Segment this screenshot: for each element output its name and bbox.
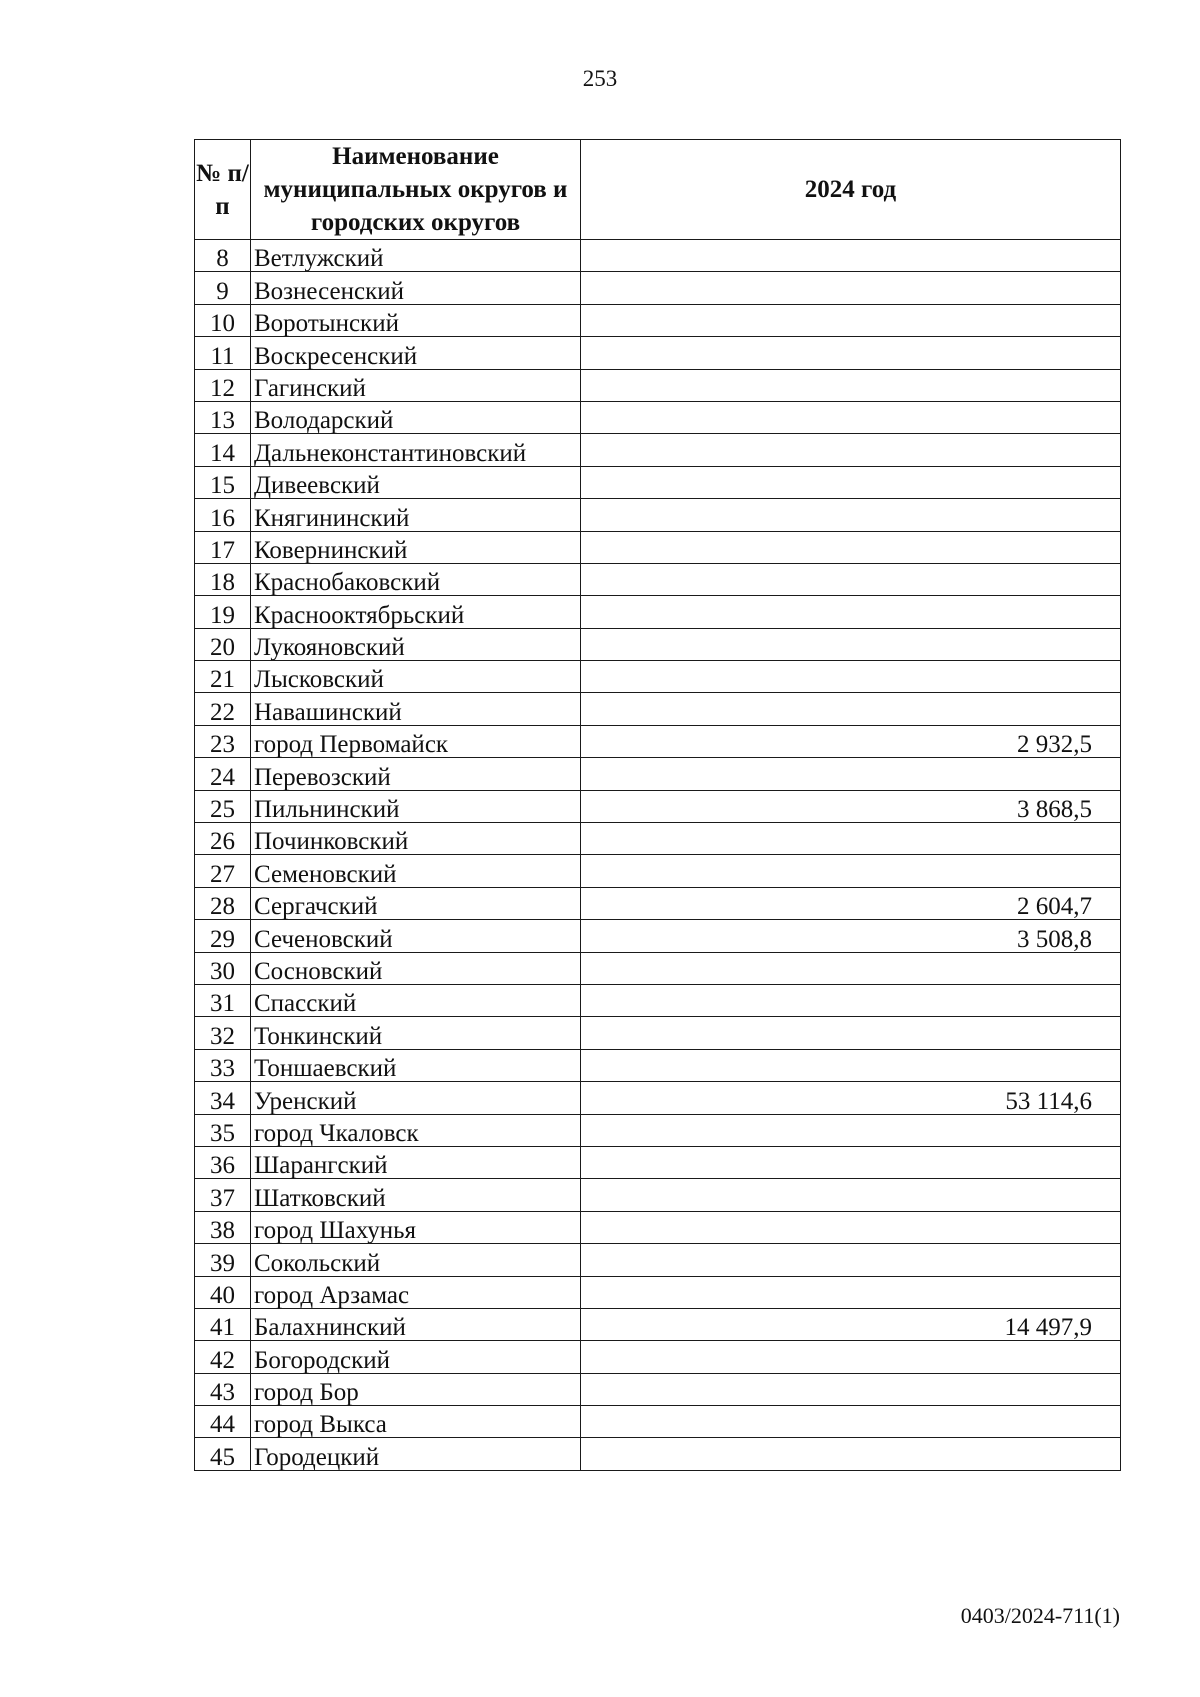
amount-2024	[581, 1049, 1121, 1081]
row-number: 37	[195, 1179, 251, 1211]
table-row	[195, 920, 1121, 952]
amount-2024	[581, 1244, 1121, 1276]
row-number: 24	[195, 758, 251, 790]
district-name: Перевозский	[251, 758, 581, 790]
row-number: 34	[195, 1082, 251, 1114]
amount-2024	[581, 337, 1121, 369]
table-body	[195, 240, 1121, 1471]
district-name: город Чкаловск	[251, 1114, 581, 1146]
table-row	[195, 304, 1121, 336]
row-number: 19	[195, 596, 251, 628]
row-number: 39	[195, 1244, 251, 1276]
district-name: Пильнинский	[251, 790, 581, 822]
table-row	[195, 272, 1121, 304]
district-name: Ветлужский	[251, 240, 581, 272]
table-row	[195, 337, 1121, 369]
table-row	[195, 499, 1121, 531]
district-name: Сеченовский	[251, 920, 581, 952]
amount-2024: 2 604,7	[581, 887, 1121, 919]
district-name: Богородский	[251, 1341, 581, 1373]
table-row	[195, 1017, 1121, 1049]
amount-2024	[581, 984, 1121, 1016]
row-number: 15	[195, 466, 251, 498]
district-name: Ковернинский	[251, 531, 581, 563]
amount-2024: 3 868,5	[581, 790, 1121, 822]
table-row	[195, 984, 1121, 1016]
row-number: 23	[195, 725, 251, 757]
table-row	[195, 1341, 1121, 1373]
row-number: 11	[195, 337, 251, 369]
table-row	[195, 952, 1121, 984]
row-number: 9	[195, 272, 251, 304]
amount-2024: 3 508,8	[581, 920, 1121, 952]
row-number: 30	[195, 952, 251, 984]
row-number: 43	[195, 1373, 251, 1405]
district-name: Шатковский	[251, 1179, 581, 1211]
amount-2024	[581, 1341, 1121, 1373]
table-row	[195, 369, 1121, 401]
row-number: 8	[195, 240, 251, 272]
row-number: 29	[195, 920, 251, 952]
district-name: Лысковский	[251, 661, 581, 693]
district-name: Семеновский	[251, 855, 581, 887]
district-name: Починковский	[251, 823, 581, 855]
table-row	[195, 855, 1121, 887]
amount-2024	[581, 758, 1121, 790]
table-row	[195, 790, 1121, 822]
table-row	[195, 1211, 1121, 1243]
table-row	[195, 1373, 1121, 1405]
district-name: Сокольский	[251, 1244, 581, 1276]
amount-2024	[581, 661, 1121, 693]
amount-2024	[581, 1438, 1121, 1470]
table-row	[195, 1082, 1121, 1114]
column-header-name: Наименование муниципальных округов и городских округов	[251, 140, 581, 240]
amount-2024	[581, 531, 1121, 563]
amount-2024	[581, 1146, 1121, 1178]
row-number: 16	[195, 499, 251, 531]
district-name: Балахнинский	[251, 1308, 581, 1340]
table-row	[195, 563, 1121, 595]
table-row	[195, 240, 1121, 272]
row-number: 17	[195, 531, 251, 563]
district-name: Навашинский	[251, 693, 581, 725]
table-row	[195, 531, 1121, 563]
column-header-number: № п/п	[195, 140, 251, 240]
amount-2024: 14 497,9	[581, 1308, 1121, 1340]
amount-2024	[581, 401, 1121, 433]
district-name: Княгининский	[251, 499, 581, 531]
document-code: 0403/2024-711(1)	[960, 1603, 1120, 1628]
table-row	[195, 1308, 1121, 1340]
table-row	[195, 725, 1121, 757]
row-number: 45	[195, 1438, 251, 1470]
row-number: 18	[195, 563, 251, 595]
district-name: город Шахунья	[251, 1211, 581, 1243]
table-row	[195, 596, 1121, 628]
table-row	[195, 466, 1121, 498]
district-name: Спасский	[251, 984, 581, 1016]
table-row	[195, 1244, 1121, 1276]
district-name: Краснооктябрьский	[251, 596, 581, 628]
row-number: 13	[195, 401, 251, 433]
table-header-row	[195, 140, 1121, 240]
district-name: Дивеевский	[251, 466, 581, 498]
district-name: город Бор	[251, 1373, 581, 1405]
table-row	[195, 1049, 1121, 1081]
district-name: Тонкинский	[251, 1017, 581, 1049]
allocation-table	[194, 139, 1121, 1471]
amount-2024	[581, 1179, 1121, 1211]
amount-2024	[581, 1276, 1121, 1308]
row-number: 38	[195, 1211, 251, 1243]
row-number: 27	[195, 855, 251, 887]
row-number: 21	[195, 661, 251, 693]
amount-2024	[581, 596, 1121, 628]
table-row	[195, 628, 1121, 660]
table-row	[195, 1406, 1121, 1438]
row-number: 36	[195, 1146, 251, 1178]
amount-2024	[581, 855, 1121, 887]
district-name: Воскресенский	[251, 337, 581, 369]
amount-2024	[581, 952, 1121, 984]
row-number: 35	[195, 1114, 251, 1146]
district-name: Володарский	[251, 401, 581, 433]
amount-2024	[581, 823, 1121, 855]
table-row	[195, 1146, 1121, 1178]
district-name: город Арзамас	[251, 1276, 581, 1308]
district-name: Воротынский	[251, 304, 581, 336]
amount-2024	[581, 1211, 1121, 1243]
row-number: 42	[195, 1341, 251, 1373]
amount-2024: 2 932,5	[581, 725, 1121, 757]
row-number: 40	[195, 1276, 251, 1308]
amount-2024	[581, 1114, 1121, 1146]
amount-2024	[581, 693, 1121, 725]
amount-2024	[581, 434, 1121, 466]
table-row	[195, 1276, 1121, 1308]
amount-2024	[581, 240, 1121, 272]
column-header-2024: 2024 год	[581, 140, 1121, 240]
amount-2024	[581, 304, 1121, 336]
table-row	[195, 887, 1121, 919]
row-number: 22	[195, 693, 251, 725]
amount-2024	[581, 499, 1121, 531]
table-row	[195, 758, 1121, 790]
row-number: 26	[195, 823, 251, 855]
amount-2024	[581, 272, 1121, 304]
table-row	[195, 401, 1121, 433]
row-number: 32	[195, 1017, 251, 1049]
amount-2024: 53 114,6	[581, 1082, 1121, 1114]
district-name: Городецкий	[251, 1438, 581, 1470]
amount-2024	[581, 563, 1121, 595]
table-row	[195, 693, 1121, 725]
table-row	[195, 1114, 1121, 1146]
row-number: 28	[195, 887, 251, 919]
table-row	[195, 823, 1121, 855]
row-number: 20	[195, 628, 251, 660]
table-row	[195, 1438, 1121, 1470]
district-name: город Выкса	[251, 1406, 581, 1438]
district-name: Уренский	[251, 1082, 581, 1114]
district-name: Сергачский	[251, 887, 581, 919]
amount-2024	[581, 1017, 1121, 1049]
row-number: 25	[195, 790, 251, 822]
district-name: Краснобаковский	[251, 563, 581, 595]
row-number: 12	[195, 369, 251, 401]
table-row	[195, 661, 1121, 693]
row-number: 44	[195, 1406, 251, 1438]
table-row	[195, 1179, 1121, 1211]
amount-2024	[581, 1406, 1121, 1438]
district-name: город Первомайск	[251, 725, 581, 757]
table-row	[195, 434, 1121, 466]
row-number: 33	[195, 1049, 251, 1081]
row-number: 10	[195, 304, 251, 336]
amount-2024	[581, 1373, 1121, 1405]
district-name: Гагинский	[251, 369, 581, 401]
district-name: Сосновский	[251, 952, 581, 984]
amount-2024	[581, 628, 1121, 660]
district-name: Лукояновский	[251, 628, 581, 660]
district-name: Дальнеконстантиновский	[251, 434, 581, 466]
amount-2024	[581, 466, 1121, 498]
row-number: 14	[195, 434, 251, 466]
district-name: Шарангский	[251, 1146, 581, 1178]
table-header	[195, 140, 1121, 240]
district-name: Тоншаевский	[251, 1049, 581, 1081]
page-number: 253	[582, 66, 618, 91]
amount-2024	[581, 369, 1121, 401]
row-number: 41	[195, 1308, 251, 1340]
row-number: 31	[195, 984, 251, 1016]
district-name: Вознесенский	[251, 272, 581, 304]
